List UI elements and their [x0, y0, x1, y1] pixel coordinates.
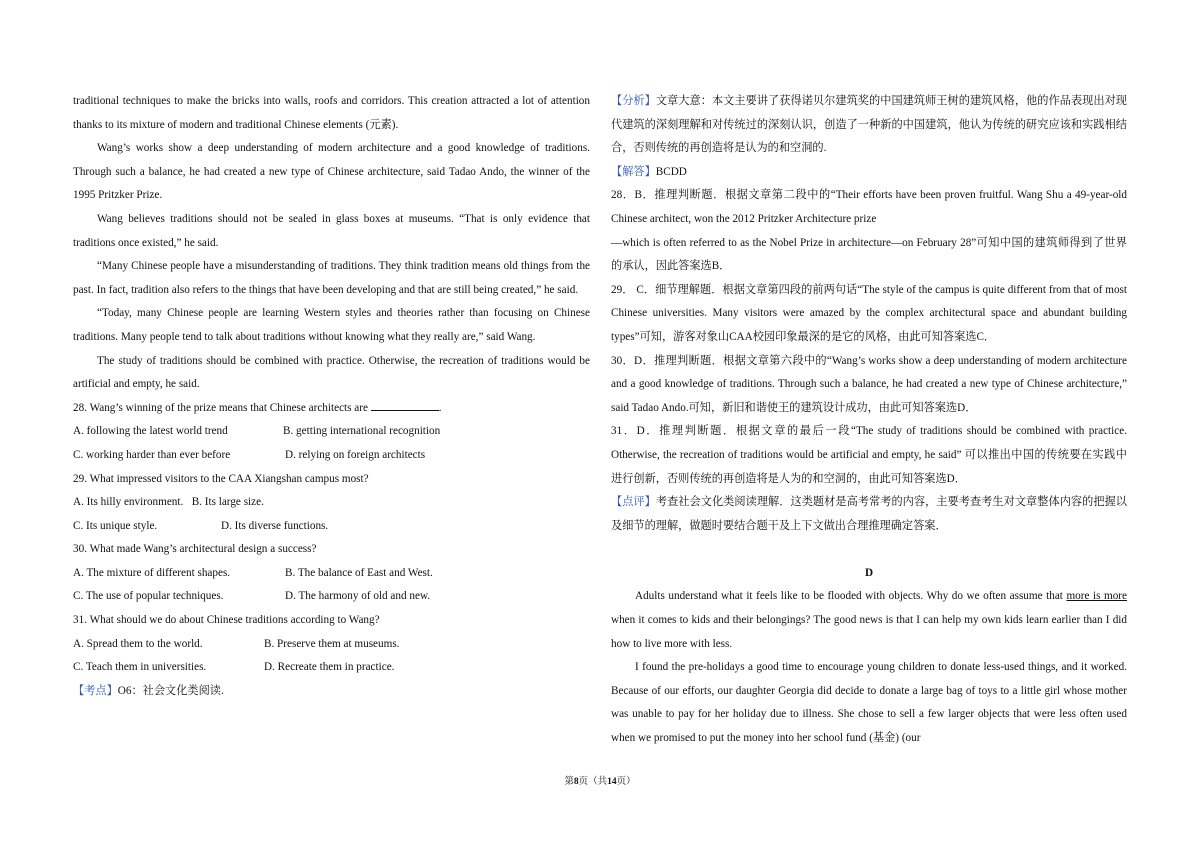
answer-31: 31．D．推理判断题．根据文章的最后一段“The study of traditions should be combined with practice. Otherwise, the recreation of traditions would be artificial and empty, he said” 可以推出中国的传统要在实践中进行创新，否则传统的再创造将是人为的和空洞的，由此可知答案选D． [611, 425, 1127, 485]
option-b: B. getting international recognition [283, 425, 441, 438]
question-31: 31. What should we do about Chinese traditions according to Wang? [73, 614, 380, 627]
question-30: 30. What made Wang’s architectural design a success? [73, 543, 317, 556]
jieda-tag: 【解答】 [611, 165, 656, 178]
options-row [73, 562, 590, 586]
answer-blank [371, 399, 439, 411]
paragraph: Adults understand what it feels like to be flooded with objects. Why do we often assume that more is more when it comes to kids and their belongings? The good news is that I can help my own kids learn earlier than I did how to live more with less. [611, 590, 1127, 650]
dianping-tag: 【点评】 [611, 496, 656, 509]
page-number: 8 [573, 777, 579, 787]
option-b: B. Preserve them at museums. [264, 637, 400, 650]
kaodian-tag: 【考点】 [73, 684, 118, 697]
option-a: A. The mixture of different shapes. [73, 566, 231, 579]
options-row [73, 633, 590, 657]
analysis: 【分析】文章大意：本文主要讲了获得诺贝尔建筑奖的中国建筑师王树的建筑风格，他的作品表现出对现代建筑的深刻理解和对传统过的深刻认识，创造了一种新的中国建筑，他认为传统的研究应该和实践相结合，否则传统的再创造将是认为的和空洞的. [611, 95, 1127, 155]
paragraph: I found the pre-holidays a good time to encourage young children to donate less-used things, and it worked. Because of our efforts, our daughter Georgia did decide to donate a large bag of toys to a little girl whose mother was unable to pay for her holiday due to illness. She chose to sell a few larger objects that were less often used when we promised to put the money into her school fund (基金) (our [611, 661, 1127, 745]
answer-29: 29． C．细节理解题．根据文章第四段的前两句话“The style of the campus is quite different from that of most Chinese universities. Many visitors were amazed by the complex architectural space and abundant building types”可知，游客对象山CAA校园印象最深的是它的风格，由此可知答案选C． [611, 283, 1127, 343]
option-b: B. The balance of East and West. [285, 566, 433, 579]
options-row [73, 515, 590, 539]
option-c: C. The use of popular techniques. [73, 590, 224, 603]
option-c: C. Teach them in universities. [73, 661, 207, 674]
option-d: D. Its diverse functions. [221, 519, 329, 532]
left-column [73, 90, 590, 703]
kaodian-line: 【考点】O6：社会文化类阅读. [73, 684, 224, 697]
spacer [611, 538, 1127, 562]
section-heading: D [864, 566, 874, 579]
answer-28-cont: —which is often referred to as the Nobel Prize in architecture—on February 28”可知中国的建筑师得到了世界的承认，因此答案选B． [611, 236, 1127, 273]
answer-30: 30．D．推理判断题．根据文章第六段中的“Wang’s works show a deep understanding of modern architecture and a good knowledge of traditions. Through such a balance, he had created a new type of Chinese architecture,” said Tadao Ando.可知，新旧和谐使王的建筑设计成功，由此可知答案选D． [611, 354, 1127, 414]
question-28: 28. Wang’s winning of the prize means that Chinese architects are . [73, 397, 590, 421]
paragraph: “Today, many Chinese people are learning Western styles and theories rather than focusing on Chinese traditions. Many people tend to talk about traditions without knowing what they really are,” said Wang. [73, 307, 590, 343]
options-row [73, 656, 590, 680]
fenxi-tag: 【分析】 [611, 95, 656, 107]
options-row [73, 585, 590, 609]
answer-28: 28．B．推理判断题．根据文章第二段中的“Their efforts have been proven fruitful. Wang Shu a 49-year-old Chinese architect, won the 2012 Pritzker Architecture prize [611, 189, 1127, 225]
option-c: C. Its unique style. [73, 519, 158, 532]
option-a: A. following the latest world trend [73, 425, 228, 438]
paragraph: “Many Chinese people have a misunderstanding of traditions. They think tradition means old things from the past. In fact, tradition also refers to the things that have been developing and that are still being created,” he said. [73, 260, 590, 296]
option-d: D. The harmony of old and new. [285, 590, 431, 603]
option-d: D. Recreate them in practice. [264, 661, 395, 674]
options-row: A. Its hilly environment. B. Its large size. [73, 496, 264, 509]
comment: 【点评】考查社会文化类阅读理解．这类题材是高考常考的内容，主要考查考生对文章整体内容的把握以及细节的理解，做题时要结合题干及上下文做出合理推理确定答案． [611, 496, 1127, 532]
option-a: A. Spread them to the world. [73, 637, 203, 650]
page-footer: 第8页（共14页） [564, 777, 636, 787]
total-pages: 14 [607, 777, 617, 787]
answer-key: 【解答】BCDD [611, 165, 687, 178]
option-c: C. working harder than ever before [73, 448, 231, 461]
underlined-phrase: more is more [1066, 590, 1127, 603]
right-column [611, 90, 1127, 751]
paragraph: The study of traditions should be combined with practice. Otherwise, the recreation of traditions would be artificial and empty, he said. [73, 354, 590, 391]
question-29: 29. What impressed visitors to the CAA Xiangshan campus most? [73, 472, 369, 485]
options-row [73, 444, 590, 468]
options-row [73, 420, 590, 444]
paragraph: Wang believes traditions should not be sealed in glass boxes at museums. “That is only evidence that traditions once existed,” he said. [73, 212, 590, 249]
paragraph: Wang’s works show a deep understanding of modern architecture and a good knowledge of traditions. Through such a balance, he had created a new type of Chinese architecture, said Tadao Ando, the winner of the 1995 Pritzker Prize. [73, 142, 590, 202]
option-d: D. relying on foreign architects [285, 448, 426, 461]
paragraph: traditional techniques to make the bricks into walls, roofs and corridors. This creation attracted a lot of attention thanks to its mixture of modern and traditional Chinese elements (元素). [73, 95, 590, 131]
